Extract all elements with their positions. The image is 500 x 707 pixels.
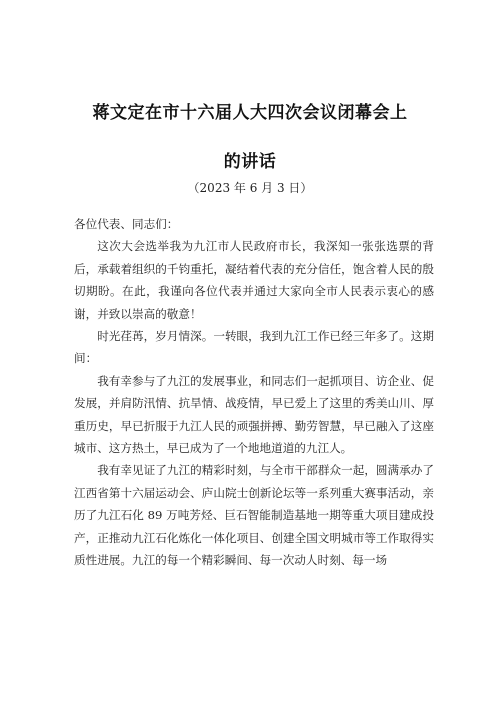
document-date: （2023 年 6 月 3 日） xyxy=(187,181,313,195)
paragraph-4: 我有幸见证了九江的精彩时刻，与全市干部群众一起，圆满承办了江西省第十六届运动会、庐山院士创新论坛等一系列重大赛事活动，亲历了九江石化 89 万吨芳烃、巨石智能制造基地一期等重大项目建成投产，正推动九江石化炼化一体化项目、创建全国文明城市等工作取得实质性进展。九江的每一个精彩瞬间、每一次动人时刻、每一场 xyxy=(74,463,434,568)
salutation: 各位代表、同志们： xyxy=(74,217,179,231)
document-title-line2: 的讲话 xyxy=(223,152,277,172)
document-title-line1: 蒋文定在市十六届人大四次会议闭幕会上 xyxy=(92,103,408,123)
paragraph-1: 这次大会选举我为九江市人民政府市长，我深知一张张选票的背后，承载着组织的千钧重托，凝结着代表的充分信任，饱含着人民的殷切期盼。在此，我谨向各位代表并通过大家向全市人民表示衷心的感谢，并致以崇高的敬意！ xyxy=(74,239,434,321)
paragraph-2: 时光荏苒，岁月情深。一转眼，我到九江工作已经三年多了。这期间： xyxy=(74,329,434,366)
document-body xyxy=(74,213,434,572)
paragraph-3: 我有幸参与了九江的发展事业，和同志们一起抓项目、访企业、促发展，并肩防汛情、抗旱情、战疫情，早已爱上了这里的秀美山川、厚重历史，早已折服于九江人民的顽强拼搏、勤劳智慧，早已融入了这座城市、这方热土，早已成为了一个地地道道的九江人。 xyxy=(74,373,434,456)
